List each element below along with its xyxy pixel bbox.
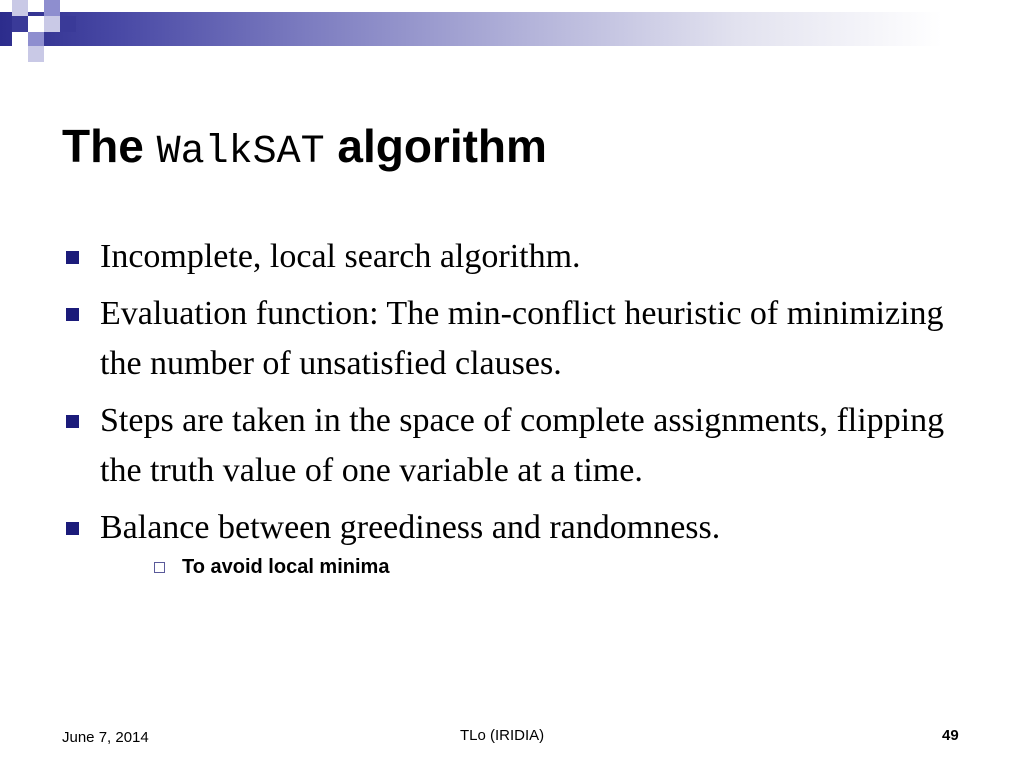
bullet-item [62, 232, 982, 282]
decor-square [44, 0, 60, 16]
bullet-list [62, 232, 982, 588]
square-bullet-icon [66, 522, 79, 535]
bullet-text: Balance between greediness and randomness. [100, 509, 721, 546]
sub-bullet-list [100, 553, 982, 581]
decor-square [60, 16, 76, 32]
decor-square [28, 46, 44, 62]
bullet-item [62, 289, 982, 389]
square-bullet-icon [66, 415, 79, 428]
page-number: 49 [942, 727, 959, 744]
decor-square [12, 0, 28, 16]
decor-square [12, 32, 28, 48]
bullet-item [62, 396, 982, 496]
decor-square [44, 16, 60, 32]
footer-date: June 7, 2014 [62, 729, 149, 746]
square-bullet-icon [66, 251, 79, 264]
square-bullet-icon [66, 308, 79, 321]
header-gradient-band [0, 12, 1024, 46]
hollow-square-bullet-icon [154, 562, 165, 573]
slide-title [62, 116, 547, 183]
bullet-text: Steps are taken in the space of complete assignments, flipping the truth value of one variable at a time. [100, 402, 945, 489]
bullet-text: Evaluation function: The min-conflict heuristic of minimizing the number of unsatisfied clauses. [100, 295, 944, 382]
footer-author: TLo (IRIDIA) [460, 727, 545, 744]
title-suffix: algorithm [337, 120, 547, 172]
decor-square [12, 16, 28, 32]
sub-bullet-item [146, 553, 982, 581]
title-prefix: The [62, 120, 144, 172]
bullet-item [62, 503, 982, 581]
sub-bullet-text: To avoid local minima [182, 556, 390, 578]
title-algorithm-name: WalkSAT [156, 130, 325, 175]
decor-square [28, 16, 44, 32]
bullet-text: Incomplete, local search algorithm. [100, 238, 581, 275]
